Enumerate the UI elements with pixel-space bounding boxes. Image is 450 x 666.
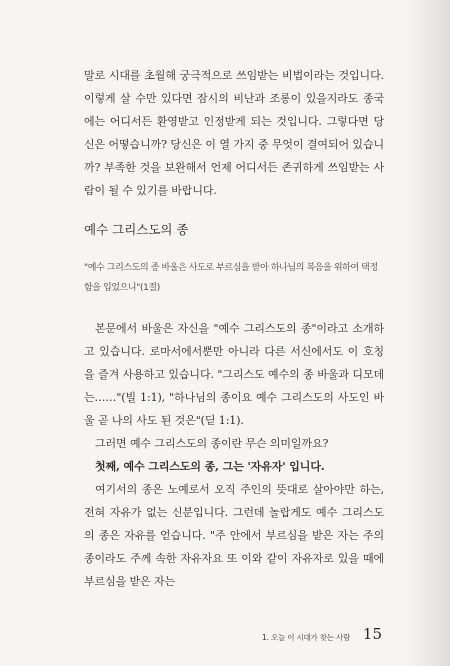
page-footer [262, 626, 382, 648]
question-paragraph: 그러면 예수 그리스도의 종이란 무슨 의미일까요? [95, 437, 329, 450]
intro-paragraph: 말로 시대를 초월해 궁극적으로 쓰임받는 비법이라는 것입니다. 이렇게 살 수만 있다면 잠시의 비난과 조롱이 있을지라도 종국에는 어디서든 환영받고 인정받게 되는 것입니다. 그렇다면 당신은 어떻습니까? 당신은 이 열 가지 중 무엇이 결여되어 있습니까? 부족한 것을 보완해서 언제 어디서든 존귀하게 쓰임받는 사람이 될 수 있기를 바랍니다. [84, 69, 384, 197]
running-head: 1. 오늘 이 시대가 찾는 사람 [262, 633, 351, 642]
page-content [84, 64, 384, 593]
spine-shadow [406, 0, 450, 666]
body-paragraph-continued: 여기서의 종은 노예로서 오직 주인의 뜻대로 살아야만 하는, 전혀 자유가 없는 신분입니다. 그런데 놀랍게도 예수 그리스도의 종은 자유를 얻습니다. "주 안에서 부르심을 받은 자는 주의 종이라도 주께 속한 자유자요 또 이와 같이 자유자로 있을 때에 부르심을 받은 자는 [84, 483, 384, 588]
page-number: 15 [362, 625, 382, 643]
section-heading: 예수 그리스도의 종 [84, 222, 189, 237]
first-point-heading: 첫째, 예수 그리스도의 종, 그는 '자유자' 입니다. [95, 460, 325, 473]
scripture-epigraph: "예수 그리스도의 종 바울은 사도로 부르심을 받아 하나님의 복음을 위하여 택정함을 입었으니"(1절) [84, 263, 378, 293]
body-paragraph: 본문에서 바울은 자신을 "예수 그리스도의 종"이라고 소개하고 있습니다. 로마서에서뿐만 아니라 다른 서신에서도 이 호칭을 즐겨 사용하고 있습니다. "그리스도 예수의 종 바울과 디모데는……"(빌 1:1), "하나님의 종이요 예수 그리스도의 사도인 바울 곧 나의 사도 된 것은"(딛 1:1). [84, 322, 384, 427]
